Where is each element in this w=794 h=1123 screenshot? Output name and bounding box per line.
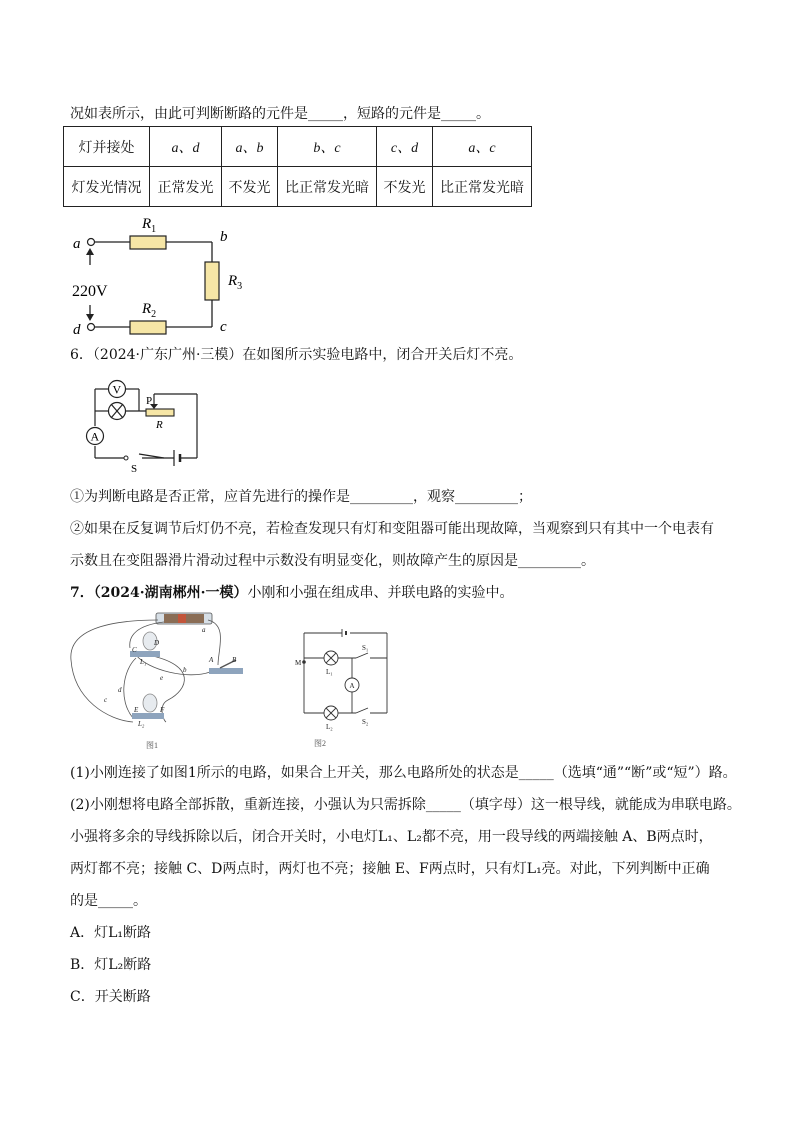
- table-cell: 不发光: [377, 167, 433, 207]
- question-6-part-2-line-1: ②如果在反复调节后灯仍不亮，若检查发现只有灯和变阻器可能出现故障，当观察到只有其中一个电表有: [70, 521, 714, 537]
- r1-letter: R: [142, 216, 152, 232]
- fig2-label-S2: S₂: [362, 718, 369, 726]
- resistor-label-r2: [141, 301, 156, 320]
- table-header-cell: 灯发光情况: [64, 167, 150, 207]
- table-cell: a、d: [150, 127, 222, 167]
- table-cell: 正常发光: [150, 167, 222, 207]
- question-6-title: 6．（2024·广东广州·三模）在如图所示实验电路中，闭合开关后灯不亮。: [70, 347, 523, 363]
- fig1-label-L2: L₂: [138, 720, 145, 728]
- table-cell: 比正常发光暗: [433, 167, 532, 207]
- fig1-label-d: d: [118, 686, 122, 694]
- resistor-label-r3: [227, 273, 242, 292]
- fig2-label-M: M: [295, 659, 302, 667]
- question-7-sub-2: (2)小刚想将电路全部拆散，重新连接，小强认为只需拆除_____（填字母）这一根导线，就能成为串联电路。: [70, 797, 741, 813]
- table-cell: c、d: [377, 127, 433, 167]
- ammeter-label: A: [90, 429, 100, 444]
- intro-text: 况如表所示，由此可判断断路的元件是_____，短路的元件是_____。: [70, 106, 490, 122]
- voltmeter-label: V: [112, 382, 122, 397]
- r3-subscript: 3: [237, 281, 243, 292]
- table-cell: 不发光: [222, 167, 278, 207]
- r2-letter: R: [142, 301, 152, 317]
- lamp-test-table: [63, 126, 532, 207]
- fig1-label-e: e: [160, 674, 164, 682]
- fig1-label-F: F: [160, 706, 165, 714]
- slider-label: P: [146, 395, 153, 407]
- resistor-circuit-diagram: [70, 210, 270, 340]
- voltage-label: 220V: [72, 283, 108, 300]
- table-cell: a、b: [222, 127, 278, 167]
- point-label-c: c: [220, 319, 227, 335]
- question-7-source: 7．（2024·湖南郴州·一模）: [70, 585, 248, 601]
- fig1-label-a: a: [202, 626, 206, 634]
- option-b[interactable]: B．灯L₂断路: [70, 957, 152, 973]
- figure-1-physical-circuit: [68, 610, 268, 750]
- question-6-part-1: ①为判断电路是否正常，应首先进行的操作是_________，观察_________；: [70, 489, 532, 505]
- fig1-label-C: C: [132, 646, 137, 654]
- point-label-b: b: [220, 229, 228, 245]
- point-label-d: d: [73, 322, 81, 338]
- fig2-label-L2: L₂: [326, 723, 333, 731]
- question-7-sub-3-line-3: 的是_____。: [70, 893, 147, 909]
- question-6-part-2-line-2: 示数且在变阻器滑片滑动过程中示数没有明显变化，则故障产生的原因是_________。: [70, 553, 595, 569]
- r1-subscript: 1: [151, 224, 157, 235]
- fig1-label-b: b: [183, 666, 187, 674]
- table-cell: b、c: [278, 127, 377, 167]
- question-7-sub-1: (1)小刚连接了如图1所示的电路，如果合上开关，那么电路所处的状态是_____（选填“通”“断”或“短”）路。: [70, 765, 737, 781]
- fig1-label-A: A: [209, 656, 214, 664]
- fig1-label-E: E: [134, 706, 139, 714]
- option-c[interactable]: C．开关断路: [70, 989, 151, 1005]
- fig2-label-S1: S₁: [362, 644, 369, 652]
- switch-label: S: [131, 463, 138, 475]
- table-cell: a、c: [433, 127, 532, 167]
- table-cell: 比正常发光暗: [278, 167, 377, 207]
- fig2-label-A: A: [349, 682, 355, 690]
- question-7-sub-3-line-2: 两灯都不亮；接触 C、D两点时，两灯也不亮；接触 E、F两点时，只有灯L₁亮。对此，下列判断中正确: [70, 861, 710, 877]
- resistor-label-r1: [141, 216, 156, 235]
- lamp-rheostat-circuit-diagram: [84, 376, 214, 476]
- rheostat-label: R: [156, 419, 163, 431]
- figure-2-schematic: [294, 628, 414, 748]
- figure-2-caption: 图2: [314, 739, 326, 748]
- question-7-text: 小刚和小强在组成串、并联电路的实验中。: [247, 585, 514, 601]
- fig2-label-L1: L₁: [326, 668, 333, 676]
- point-label-a: a: [73, 236, 81, 252]
- fig1-label-c: c: [104, 696, 108, 704]
- figure-1-caption: 图1: [146, 741, 158, 750]
- option-a[interactable]: A．灯L₁断路: [70, 925, 152, 941]
- table-header-cell: 灯并接处: [64, 127, 150, 167]
- r3-letter: R: [228, 273, 238, 289]
- fig1-label-B: B: [232, 656, 237, 664]
- question-7-title: [70, 582, 513, 602]
- fig1-label-L1: L₁: [140, 658, 147, 666]
- r2-subscript: 2: [151, 309, 157, 320]
- table-row: [64, 167, 532, 207]
- question-7-sub-3-line-1: 小强将多余的导线拆除以后，闭合开关时，小电灯L₁、L₂都不亮，用一段导线的两端接触 A、B两点时，: [70, 829, 713, 845]
- table-row: [64, 127, 532, 167]
- fig1-label-D: D: [154, 639, 160, 647]
